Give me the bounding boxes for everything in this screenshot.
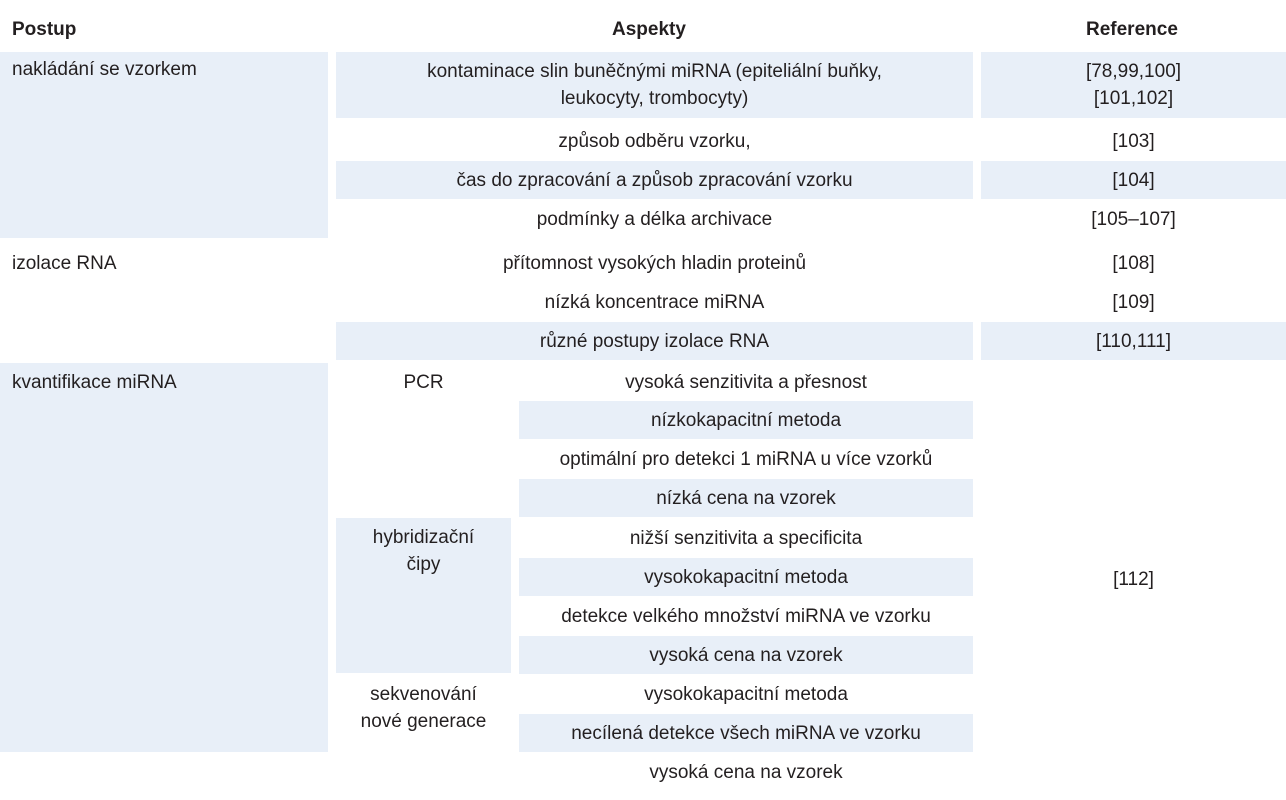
postup-isolation-text: izolace RNA bbox=[12, 252, 117, 274]
postup-isolation-label bbox=[0, 244, 328, 282]
item-hyb-3 bbox=[519, 597, 973, 635]
item-seq-1-text: vysokokapacitní metoda bbox=[644, 683, 848, 705]
aspect-sample-4 bbox=[336, 200, 973, 238]
item-hyb-2-text: vysokokapacitní metoda bbox=[644, 566, 848, 588]
aspect-sample-1-line1: kontaminace slin buněčnými miRNA (epiteliální buňky, bbox=[427, 61, 882, 82]
method-pcr-text: PCR bbox=[403, 371, 444, 393]
item-seq-1 bbox=[519, 675, 973, 713]
ref-iso-3 bbox=[981, 322, 1286, 360]
method-seq-line2: nové generace bbox=[360, 711, 487, 732]
ref-sample-1-line2: [101,102] bbox=[1093, 88, 1174, 109]
item-pcr-3 bbox=[519, 440, 973, 478]
ref-iso-1-text: [108] bbox=[1112, 252, 1155, 274]
item-seq-2-text: necílená detekce všech miRNA ve vzorku bbox=[571, 722, 921, 744]
item-pcr-4 bbox=[519, 479, 973, 517]
ref-iso-2 bbox=[981, 283, 1286, 321]
ref-sample-2 bbox=[981, 122, 1286, 160]
postup-sample-text: nakládání se vzorkem bbox=[12, 59, 197, 80]
aspect-iso-1-text: přítomnost vysokých hladin proteinů bbox=[502, 252, 807, 274]
aspect-iso-3 bbox=[336, 322, 973, 360]
aspect-sample-1-line2: leukocyty, trombocyty) bbox=[560, 88, 749, 109]
method-hybrid-line2: čipy bbox=[406, 554, 441, 575]
aspect-sample-4-text: podmínky a délka archivace bbox=[536, 208, 773, 230]
item-hyb-1 bbox=[519, 519, 973, 557]
aspect-iso-1 bbox=[336, 244, 973, 282]
aspect-sample-2 bbox=[336, 122, 973, 160]
ref-sample-4-text: [105–107] bbox=[1091, 208, 1176, 230]
method-seq-line1: sekvenování bbox=[370, 684, 477, 705]
ref-iso-2-text: [109] bbox=[1112, 291, 1155, 313]
header-aspekty: Aspekty bbox=[612, 19, 686, 40]
aspect-sample-3-text: čas do zpracování a způsob zpracování vzorku bbox=[456, 169, 853, 191]
item-hyb-4-text: vysoká cena na vzorek bbox=[649, 644, 843, 666]
method-hybrid bbox=[336, 524, 511, 594]
item-pcr-1 bbox=[519, 363, 973, 401]
item-pcr-2-text: nízkokapacitní metoda bbox=[650, 409, 842, 431]
shade-postup-quant bbox=[0, 363, 328, 752]
ref-quant bbox=[981, 560, 1286, 598]
method-pcr bbox=[336, 363, 511, 401]
ref-sample-3 bbox=[981, 161, 1286, 199]
ref-iso-1 bbox=[981, 244, 1286, 282]
header-postup: Postup bbox=[12, 19, 77, 40]
ref-sample-2-text: [103] bbox=[1112, 130, 1155, 152]
aspect-iso-3-text: různé postupy izolace RNA bbox=[539, 330, 770, 352]
item-pcr-2 bbox=[519, 401, 973, 439]
method-hybrid-line1: hybridizační bbox=[372, 527, 475, 548]
method-seq bbox=[336, 681, 511, 751]
aspect-sample-3 bbox=[336, 161, 973, 199]
aspect-sample-2-text: způsob odběru vzorku, bbox=[558, 130, 751, 152]
item-hyb-4 bbox=[519, 636, 973, 674]
item-seq-3-text: vysoká cena na vzorek bbox=[649, 761, 843, 783]
ref-iso-3-text: [110,111] bbox=[1095, 330, 1171, 352]
ref-quant-text: [112] bbox=[1113, 568, 1154, 590]
item-pcr-3-text: optimální pro detekci 1 miRNA u více vzorků bbox=[559, 448, 933, 470]
item-seq-3 bbox=[519, 753, 973, 791]
item-hyb-2 bbox=[519, 558, 973, 596]
postup-quant-label bbox=[0, 363, 328, 401]
item-hyb-1-text: nižší senzitivita a specificita bbox=[629, 527, 863, 549]
item-pcr-4-text: nízká cena na vzorek bbox=[656, 487, 836, 509]
ref-sample-1-line1: [78,99,100] bbox=[1085, 61, 1182, 82]
item-pcr-1-text: vysoká senzitivita a přesnost bbox=[625, 371, 867, 393]
ref-sample-1 bbox=[981, 52, 1286, 118]
aspect-iso-2-text: nízká koncentrace miRNA bbox=[544, 291, 765, 313]
aspect-sample-1 bbox=[336, 52, 973, 118]
ref-sample-4 bbox=[981, 200, 1286, 238]
postup-sample-label bbox=[0, 52, 328, 92]
item-seq-2 bbox=[519, 714, 973, 752]
header-reference: Reference bbox=[1086, 19, 1178, 40]
aspect-iso-2 bbox=[336, 283, 973, 321]
ref-sample-3-text: [104] bbox=[1112, 169, 1155, 191]
item-hyb-3-text: detekce velkého množství miRNA ve vzorku bbox=[561, 605, 931, 627]
postup-quant-text: kvantifikace miRNA bbox=[12, 371, 177, 393]
